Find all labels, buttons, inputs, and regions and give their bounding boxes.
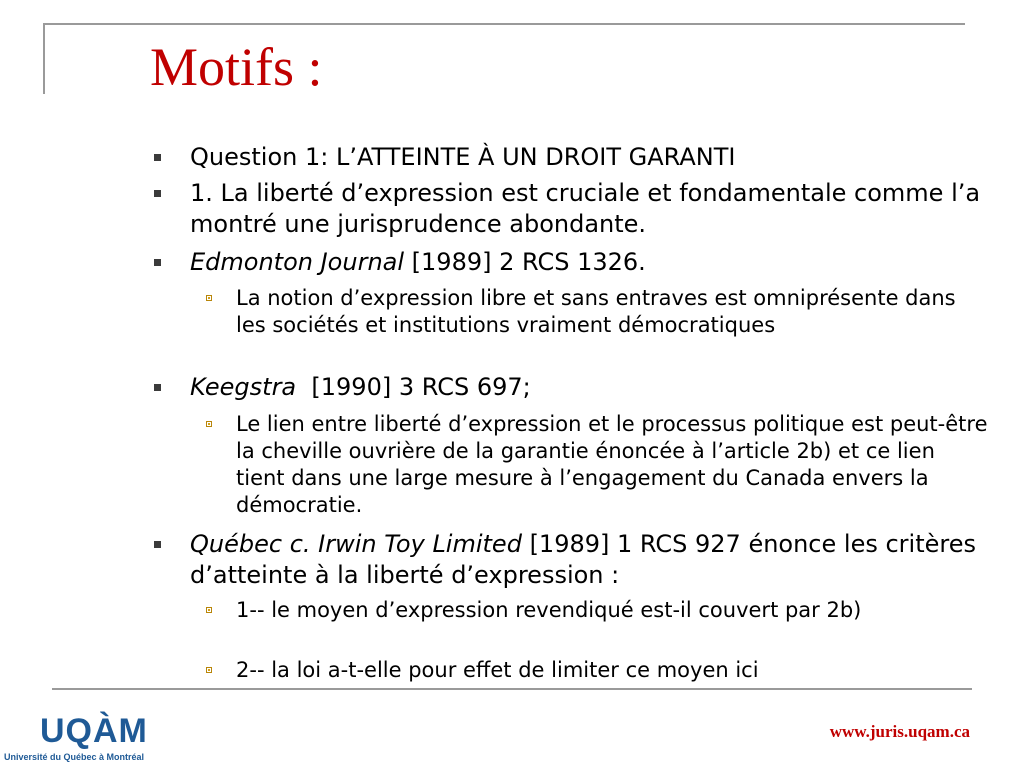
sub-bullet-text: 2-- la loi a-t-elle pour effet de limiter ce moyen ici (236, 658, 759, 682)
case-citation: [1989] 1 RCS 927 énonce les critères d’atteinte à la liberté d’expression : (190, 530, 976, 589)
sub-bullet-moyen-expression (236, 597, 988, 624)
square-bullet-icon (154, 190, 161, 197)
square-bullet-icon (154, 541, 161, 548)
logo-subtext: Université du Québec à Montréal (4, 752, 145, 762)
bullet-edmonton-journal (190, 247, 990, 278)
bullet-keegstra (190, 372, 990, 403)
case-citation: [1990] 3 RCS 697; (296, 373, 531, 401)
hollow-square-bullet-icon (206, 607, 212, 613)
hollow-square-bullet-icon (206, 421, 212, 427)
slide-title: Motifs : (150, 37, 323, 97)
bullet-text: 1. La liberté d’expression est cruciale et fondamentale comme l’a montré une jurisprudence abondante. (190, 179, 981, 238)
footer-url-link[interactable]: www.juris.uqam.ca (829, 722, 970, 741)
logo-wordmark: UQÀM (40, 712, 148, 750)
bullet-text: Question 1: L’ATTEINTE À UN DROIT GARANTI (190, 143, 736, 171)
sub-bullet-notion-expression (236, 285, 988, 339)
bullet-irwin-toy (190, 529, 990, 591)
square-bullet-icon (154, 384, 161, 391)
case-name: Québec c. Irwin Toy Limited (190, 530, 522, 558)
sub-bullet-processus-politique (236, 411, 988, 519)
hollow-square-bullet-icon (206, 295, 212, 301)
sub-bullet-text: 1-- le moyen d’expression revendiqué est-il couvert par 2b) (236, 598, 862, 622)
bullet-liberte-expression (190, 178, 990, 240)
bullet-question-1 (190, 142, 990, 173)
sub-bullet-text: La notion d’expression libre et sans entraves est omniprésente dans les sociétés et institutions vraiment démocratiques (236, 286, 956, 337)
case-citation: [1989] 2 RCS 1326. (404, 248, 646, 276)
case-name: Keegstra (190, 373, 297, 401)
case-name: Edmonton Journal (190, 248, 405, 276)
square-bullet-icon (154, 259, 161, 266)
uqam-logo (4, 712, 156, 766)
sub-bullet-text: Le lien entre liberté d’expression et le processus politique est peut-être la cheville ouvrière de la garantie énoncée à l’article 2b) et ce lien tient dans une large mesure à l’engagement du Canada envers la démocratie. (236, 412, 988, 517)
hollow-square-bullet-icon (206, 667, 212, 673)
sub-bullet-loi-effet (236, 657, 988, 684)
square-bullet-icon (154, 154, 161, 161)
